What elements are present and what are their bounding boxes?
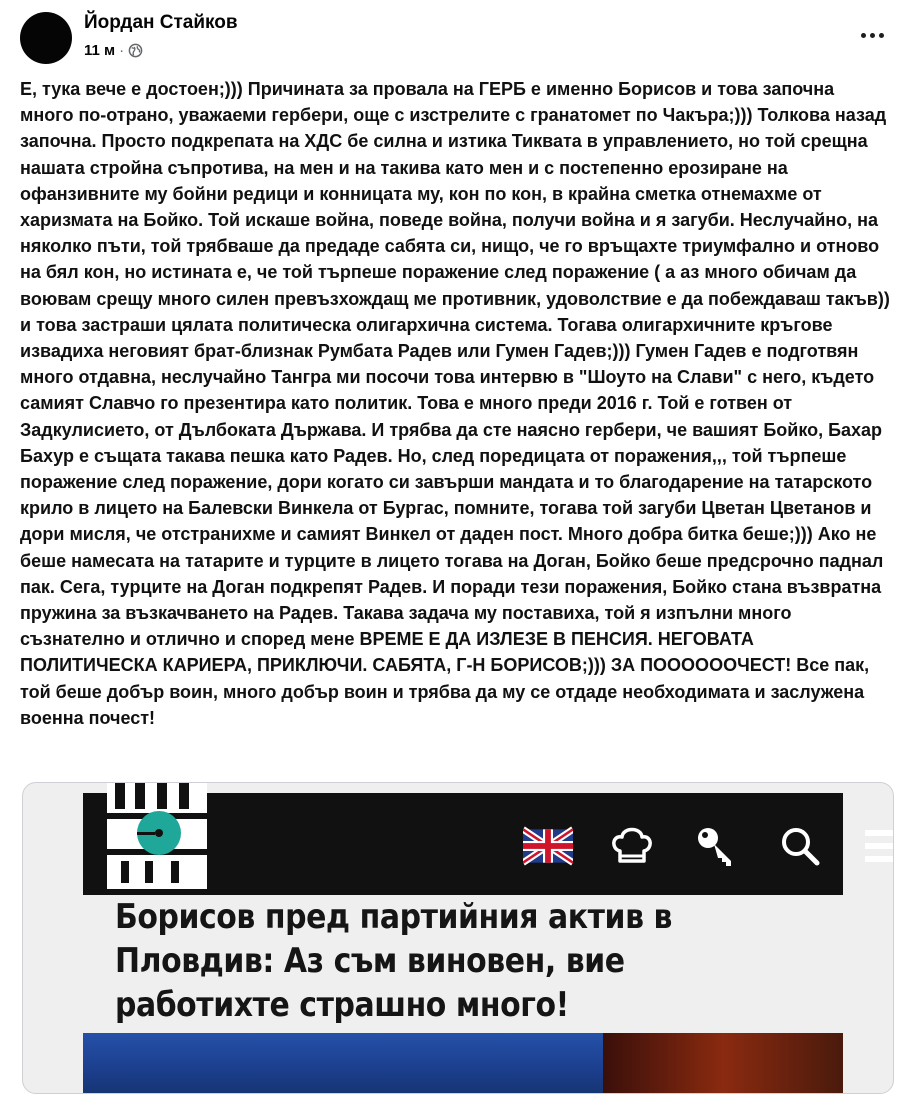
article-image-stage: [603, 1033, 843, 1093]
link-headline[interactable]: Борисов пред партийния актив в Пловдив: Аз съм виновен, вие работихте страшно много!: [115, 897, 673, 1025]
post-text: Е, тука вече е достоен;))) Причината за провала на ГЕРБ е именно Борисов и това започна много по-отрано, уважаеми гербери, още с изстрелите с гранатомет по Чакъра;))) Толкова назад започна. Просто подкрепата на ХДС бе силна и изтика Тиквата в управлението, но той срещна нашата стройна съпротива, на мен и на такива като мен и с постепенно ерозиране на офанзивните му бойни редици и конницата му, кон по кон, в крайна сметка отнемахме от харизмата на Бойко. Той искаше война, поведе война, получи война и я загуби. Неслучайно, на няколко пъти, той трябваше да предаде сабята си, нищо, че го връщахте триумфално и отново на бял кон, но истината е, че той търпеше поражение след поражение ( а аз много обичам да воювам срещу много силен превъзхождащ ме противник, удоволствие е да побеждаваш такъв)) и това застраши цялата политическа олигархична система. Тогава олигархичните кръгове извадиха неговият брат-близнак Румбата Радев или Гумен Гадев;))) Гумен Гадев е подготвян много отдавна, неслучайно Тангра ми посочи това интервю в "Шоуто на Слави" с него, където самият Славчо го презентира като политик. Това е много преди 2016 г. Той е готвен от Задкулисието, от Дълбоката Държава. И трябва да сте наясно гербери, че вашият Бойко, Бахар Бахур е същата такава пешка като Радев. Но, след поредицата от поражения,,, той търпеше поражение след поражение, дори когато си завърши мандата и то благодарение на татарското крило в лицето на Балевски Винкела от Бургас, помните, тогава той загуби Цветан Цветанов и дори мисля, че отстранихме и самият Винкел от даден пост. Много добра битка беше;))) Ако не беше намесата на татарите и турците в лицето тогава на Доган, Бойко беше предсрочно паднал пак. Сега, турците на Доган подкрепят Радев. И поради тези поражения, Бойко стана възвратна пружина за възкачването на Радев. Такава задача му поставиха, той я изпълни много съзнателно и отлично и според мене ВРЕМЕ Е ДА ИЗЛЕЗЕ В ПЕНСИЯ. НЕГОВАТА ПОЛИТИЧЕСКА КАРИЕРА, ПРИКЛЮЧИ. САБЯТА, Г-Н БОРИСОВ;))) ЗА ПООООООЧЕСТ! Все пак, той беше добър воин, много добър воин и трябва да му се отдаде необходимата и заслужена военна почест!: [20, 79, 890, 728]
article-image[interactable]: [83, 1033, 843, 1093]
uk-flag-icon[interactable]: [523, 821, 573, 871]
key-icon[interactable]: [691, 821, 741, 871]
menu-icon[interactable]: [859, 821, 894, 871]
search-icon[interactable]: [775, 821, 825, 871]
more-options-dot: [870, 33, 875, 38]
more-options-dot: [879, 33, 884, 38]
post-meta: [84, 42, 143, 59]
author-name[interactable]: Йордан Стайков: [84, 12, 238, 33]
more-options-button[interactable]: [852, 20, 892, 50]
link-preview-card[interactable]: [22, 782, 894, 1094]
meta-separator: ·: [119, 42, 125, 59]
more-options-icon: [861, 33, 866, 38]
chef-hat-icon[interactable]: [607, 821, 657, 871]
globe-icon[interactable]: [128, 43, 143, 58]
post-time[interactable]: 11 м: [84, 42, 116, 59]
site-logo-icon[interactable]: [101, 783, 211, 893]
site-nav: [523, 821, 894, 871]
avatar[interactable]: [20, 12, 72, 64]
